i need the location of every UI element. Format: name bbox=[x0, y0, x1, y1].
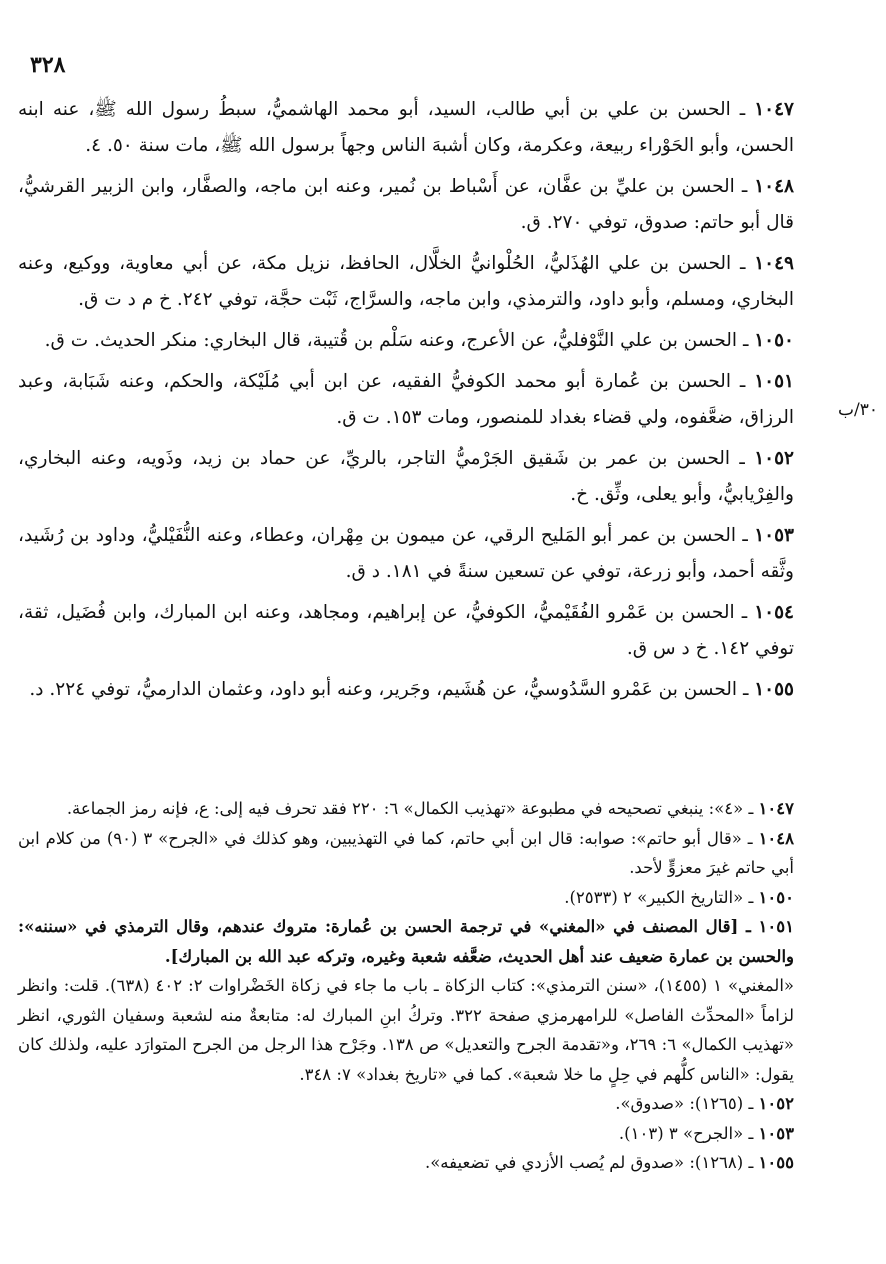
entry: ١٠٥٤ ـ الحسن بن عَمْرو الفُقَيْميُّ، الكوفيُّ، عن إبراهيم، ومجاهد، وعنه ابن المبارك، وابن فُضَيل، ثقة، توفي ١٤٢. خ د س ق. bbox=[18, 602, 794, 659]
entry-number: ١٠٥٥ bbox=[754, 679, 794, 700]
entry: ١٠٤٩ ـ الحسن بن علي الهُذَليُّ، الحُلْوانيُّ الخلَّال، الحافظ، نزيل مكة، عن أبي معاوية، ووكيع، وعنه البخاري، ومسلم، وأبو داود، والترمذي، وابن ماجه، والسرَّاج، ثَبْت حجَّة، توفي ٢٤٢. خ م د ت ق. bbox=[18, 253, 794, 310]
footnote-number: ١٠٥٣ bbox=[758, 1123, 794, 1143]
footnote: ١٠٥٠ ـ «التاريخ الكبير» ٢ (٢٥٣٣). bbox=[564, 887, 794, 907]
footnote-text: «قال أبو حاتم»: صوابه: قال ابن أبي حاتم، كما في التهذيبين، وهو كذلك في «الجرح» ٣ (٩٠) من كلام ابن أبي حاتم غيرَ معزوٍّ لأحد. bbox=[18, 828, 794, 877]
footnote: ١٠٥٢ ـ (١٢٦٥): «صدوق». bbox=[615, 1094, 794, 1113]
footnotes bbox=[18, 794, 794, 1178]
footnote: ١٠٤٧ ـ «٤»: ينبغي تصحيحه في مطبوعة «تهذيب الكمال» ٦: ٢٢٠ فقد تحرف فيه إلى: ع، فإنه رمز الجماعة. bbox=[66, 799, 794, 818]
entry-number: ١٠٤٨ bbox=[754, 176, 794, 197]
footnote-text: (١٢٦٥): «صدوق». bbox=[615, 1094, 744, 1113]
page-number: ٣٢٨ bbox=[30, 52, 66, 78]
footnote-text: «٤»: ينبغي تصحيحه في مطبوعة «تهذيب الكمال» ٦: ٢٢٠ فقد تحرف فيه إلى: ع، فإنه رمز الجماعة. bbox=[66, 799, 744, 818]
footnote-number: ١٠٤٨ bbox=[758, 828, 795, 848]
entry-text: الحسن بن عمر أبو المَليح الرقي، عن ميمون بن مِهْران، وعطاء، وعنه النُّفَيْليُّ، وداود بن رُشَيد، وثَّقه أحمد، وأبو زرعة، توفي عن تسعين سنةً في ١٨١. د ق. bbox=[18, 525, 794, 582]
entry-number: ١٠٤٩ bbox=[754, 253, 794, 274]
entry-text: الحسن بن عَمْرو السَّدُوسيُّ، عن هُشَيم، وجَرير، وعنه أبو داود، وعثمان الدارميُّ، توفي ٢٢٤. د. bbox=[29, 679, 738, 700]
footnote: ١٠٥٥ ـ (١٢٦٨): «صدوق لم يُصب الأزدي في تضعيفه». bbox=[424, 1153, 794, 1172]
footnote-number: ١٠٥٥ bbox=[758, 1153, 794, 1172]
entry-number: ١٠٥٠ bbox=[754, 330, 794, 351]
entry-text: الحسن بن عُمارة أبو محمد الكوفيُّ الفقيه، عن ابن أبي مُلَيْكة، والحكم، وعنه شَبَابة، وعبد الرزاق، ضعَّفوه، ولي قضاء بغداد للمنصور، ومات ١٥٣. ت ق. bbox=[18, 371, 794, 428]
footnote-text: (١٢٦٨): «صدوق لم يُصب الأزدي في تضعيفه». bbox=[424, 1153, 744, 1172]
entry-text: الحسن بن عليِّ بن عفَّان، عن أَسْباط بن نُمير، وعنه ابن ماجه، والصفَّار، وابن الزبير القرشيُّ، قال أبو حاتم: صدوق، توفي ٢٧٠. ق. bbox=[18, 176, 794, 233]
entry-text: الحسن بن عَمْرو الفُقَيْميُّ، الكوفيُّ، عن إبراهيم، ومجاهد، وعنه ابن المبارك، وابن فُضَيل، ثقة، توفي ١٤٢. خ د س ق. bbox=[18, 602, 794, 659]
entry-number: ١٠٥٣ bbox=[754, 525, 794, 546]
entry-text: الحسن بن علي النَّوْفليُّ، عن الأعرج، وعنه سَلْم بن قُتيبة، قال البخاري: منكر الحديث. ت ق. bbox=[44, 330, 738, 351]
entry-number: ١٠٥٢ bbox=[754, 448, 794, 469]
entry: ١٠٥٥ ـ الحسن بن عَمْرو السَّدُوسيُّ، عن هُشَيم، وجَرير، وعنه أبو داود، وعثمان الدارميُّ، توفي ٢٢٤. د. bbox=[29, 679, 794, 700]
entry: ١٠٤٨ ـ الحسن بن عليِّ بن عفَّان، عن أَسْباط بن نُمير، وعنه ابن ماجه، والصفَّار، وابن الزبير القرشيُّ، قال أبو حاتم: صدوق، توفي ٢٧٠. ق. bbox=[18, 176, 794, 233]
footnote-text: «التاريخ الكبير» ٢ (٢٥٣٣). bbox=[564, 887, 744, 907]
footnote-number: ١٠٤٧ bbox=[758, 799, 794, 818]
entry: ١٠٥٠ ـ الحسن بن علي النَّوْفليُّ، عن الأعرج، وعنه سَلْم بن قُتيبة، قال البخاري: منكر الحديث. ت ق. bbox=[44, 330, 794, 351]
footnote-text: [قال المصنف في «المغني» في ترجمة الحسن بن عُمارة: متروك عندهم، وقال الترمذي في «سننه»: والحسن بن عمارة ضعيف عند أهل الحديث، ضعَّفه شعبة وغيره، وتركه عبد الله بن المبارك]. bbox=[18, 917, 794, 966]
margin-note: ٣٠/ب bbox=[838, 400, 878, 420]
footnote-text: «المغني» ١ (١٤٥٥)، «سنن الترمذي»: كتاب الزكاة ـ باب ما جاء في زكاة الخَضْراوات ٢: ٤٠٢ (٦٣٨). قلت: وانظر لزاماً «المحدِّث الفاصل» للرامهرمزي صفحة ٣٢٢. وتركُ ابنِ المبارك له: متابعةٌ منه لشعبة وسفيان الثوري، انظر «تهذيب الكمال» ٦: ٢٦٩، و«تقدمة الجرح والتعديل» ص ١٣٨. وجَرْح هذا الرجل من الجرح المتوارَد عليه، ولذلك كان يقول: «الناس كلُّهم في حِلٍ ما خلا شعبة». كما في «تاريخ بغداد» ٧: ٣٤٨. bbox=[18, 976, 794, 1084]
entry-number: ١٠٥٤ bbox=[754, 602, 794, 623]
footnote-number: ١٠٥٠ bbox=[758, 887, 794, 907]
footnote-text: «الجرح» ٣ (١٠٣). bbox=[618, 1123, 744, 1143]
footnote: ١٠٤٨ ـ «قال أبو حاتم»: صوابه: قال ابن أبي حاتم، كما في التهذيبين، وهو كذلك في «الجرح» ٣ (٩٠) من كلام ابن أبي حاتم غيرَ معزوٍّ لأحد. bbox=[18, 828, 795, 877]
footnote-number: ١٠٥٢ bbox=[758, 1094, 794, 1113]
entry-text: الحسن بن علي الهُذَليُّ، الحُلْوانيُّ الخلَّال، الحافظ، نزيل مكة، عن أبي معاوية، ووكيع، وعنه البخاري، ومسلم، وأبو داود، والترمذي، وابن ماجه، والسرَّاج، ثَبْت حجَّة، توفي ٢٤٢. خ م د ت ق. bbox=[18, 253, 794, 310]
entry-number: ١٠٥١ bbox=[754, 371, 794, 392]
entry: ١٠٥١ ـ الحسن بن عُمارة أبو محمد الكوفيُّ الفقيه، عن ابن أبي مُلَيْكة، والحكم، وعنه شَبَابة، وعبد الرزاق، ضعَّفوه، ولي قضاء بغداد للمنصور، ومات ١٥٣. ت ق. bbox=[18, 371, 794, 428]
entry: ١٠٥٣ ـ الحسن بن عمر أبو المَليح الرقي، عن ميمون بن مِهْران، وعطاء، وعنه النُّفَيْليُّ، وداود بن رُشَيد، وثَّقه أحمد، وأبو زرعة، توفي عن تسعين سنةً في ١٨١. د ق. bbox=[18, 525, 794, 582]
footnote: ١٠٥١ ـ [قال المصنف في «المغني» في ترجمة الحسن بن عُمارة: متروك عندهم، وقال الترمذي في «سننه»: والحسن بن عمارة ضعيف عند أهل الحديث، ضعَّفه شعبة وغيره، وتركه عبد الله بن المبارك]. bbox=[18, 917, 794, 966]
footnote-number: ١٠٥١ bbox=[758, 917, 794, 936]
entry-number: ١٠٤٧ bbox=[754, 99, 794, 120]
entry-text: الحسن بن عمر بن شَقيق الجَرْميُّ التاجر، بالريِّ، عن حماد بن زيد، وذَويه، وعنه البخاري، والفِرْيابيُّ، وأبو يعلى، وثِّق. خ. bbox=[18, 448, 794, 505]
entry: ١٠٤٧ ـ الحسن بن علي بن أبي طالب، السيد، أبو محمد الهاشميُّ، سبطُ رسول الله ﷺ، عنه ابنه الحسن، وأبو الحَوْراء ربيعة، وعكرمة، وكان أشبهَ الناس وجهاً برسول الله ﷺ، مات سنة ٥٠. ٤. bbox=[18, 99, 794, 156]
footnote-continuation bbox=[18, 971, 794, 1089]
entry-text: الحسن بن علي بن أبي طالب، السيد، أبو محمد الهاشميُّ، سبطُ رسول الله ﷺ، عنه ابنه الحسن، وأبو الحَوْراء ربيعة، وعكرمة، وكان أشبهَ الناس وجهاً برسول الله ﷺ، مات سنة ٥٠. ٤. bbox=[18, 99, 794, 156]
entries-list bbox=[18, 92, 794, 713]
entry: ١٠٥٢ ـ الحسن بن عمر بن شَقيق الجَرْميُّ التاجر، بالريِّ، عن حماد بن زيد، وذَويه، وعنه البخاري، والفِرْيابيُّ، وأبو يعلى، وثِّق. خ. bbox=[18, 448, 794, 505]
footnote: ١٠٥٣ ـ «الجرح» ٣ (١٠٣). bbox=[618, 1123, 794, 1143]
